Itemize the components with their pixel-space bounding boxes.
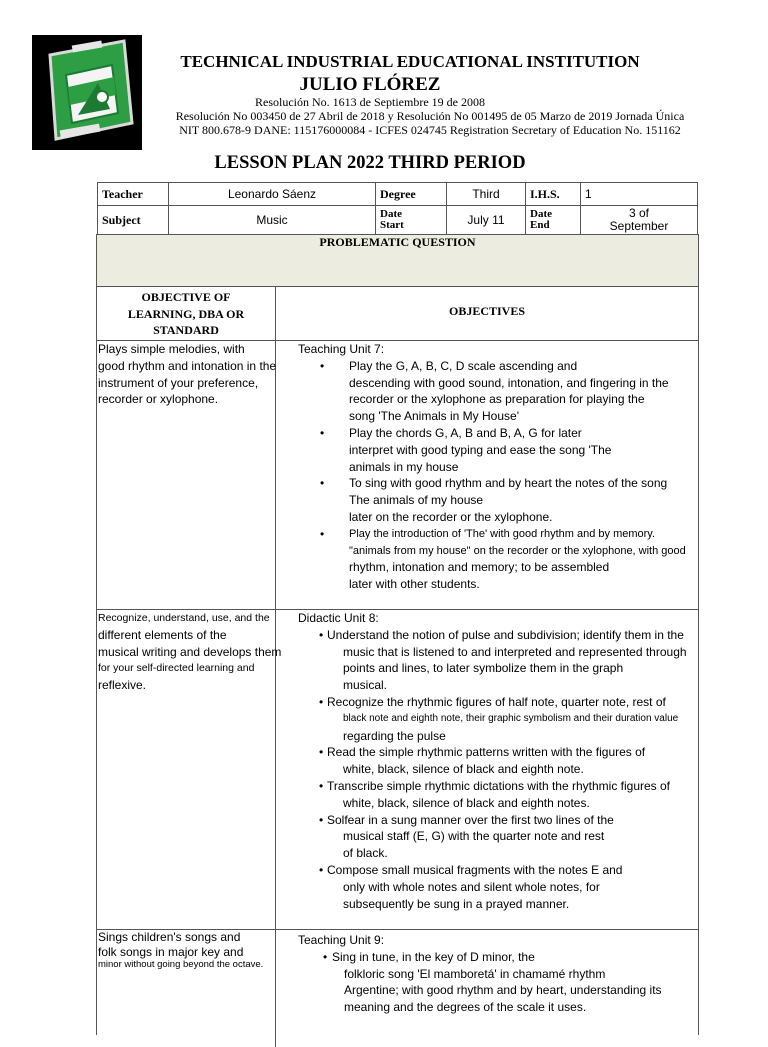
item-line: song 'The Animals in My House' — [349, 409, 519, 424]
row3-left-line: minor without going beyond the octave. — [98, 958, 264, 970]
degree-label: Degree — [376, 183, 447, 206]
item-line: Read the simple rhythmic patterns written with the figures of — [327, 745, 646, 760]
bullet-icon: • — [320, 526, 325, 541]
row3-objectives — [298, 932, 718, 1016]
item-line: subsequently be sung in a prayed manner. — [343, 896, 570, 911]
item-line: Solfear in a sung manner over the first two lines of the — [327, 812, 614, 827]
page-title: LESSON PLAN 2022 THIRD PERIOD — [214, 153, 526, 173]
registry-line: NIT 800.678-9 DANE: 115176000084 - ICFES 024745 Registration Secretary of Education No. 151162 — [179, 123, 681, 137]
item-line: Understand the notion of pulse and subdivision; identify them in the — [327, 627, 684, 642]
row2-objective — [98, 610, 284, 694]
date-end-value — [581, 206, 698, 235]
item-line: Play the introduction of 'The' with good rhythm and by memory. — [349, 527, 656, 540]
item-line: Compose small musical fragments with the notes E and — [327, 862, 623, 877]
item-line: points and lines, to later symbolize them in the graph — [343, 661, 624, 676]
item-line: later with other students. — [349, 577, 480, 592]
date-end-label-1: Date — [530, 208, 552, 220]
row1-left-line: recorder or xylophone. — [98, 392, 219, 407]
date-start-value: July 11 — [447, 206, 526, 235]
list-item — [298, 862, 718, 912]
bullet-icon: • — [320, 425, 325, 440]
date-end-label-2: End — [530, 219, 550, 231]
item-line: Argentine; with good rhythm and by heart, understanding its — [344, 983, 662, 998]
date-start-label — [376, 206, 447, 235]
bullet-icon: • — [319, 745, 324, 760]
list-item — [298, 526, 718, 593]
list-item — [298, 694, 718, 744]
item-line: musical. — [343, 678, 388, 693]
row1-left-line: good rhythm and intonation in the — [98, 358, 277, 373]
item-line: To sing with good rhythm and by heart the notes of the song — [349, 476, 668, 491]
subject-value: Music — [169, 206, 376, 235]
row2-left-line: reflexive. — [98, 678, 147, 693]
info-row-teacher — [98, 183, 698, 206]
teacher-value: Leonardo Sáenz — [169, 183, 376, 206]
item-line: "animals from my house" on the recorder or the xylophone, with good — [349, 544, 686, 557]
bullet-icon: • — [319, 627, 324, 642]
item-line: black note and eighth note, their graphic symbolism and their duration value — [343, 712, 679, 724]
logo-overlay — [32, 35, 142, 150]
item-line: musical staff (E, G) with the quarter note and rest — [343, 829, 605, 844]
row2-left-line: Recognize, understand, use, and the — [98, 612, 270, 624]
resolution-line-1: Resolución No. 1613 de Septiembre 19 de 2008 — [255, 95, 485, 109]
row1-objectives — [298, 341, 718, 593]
date-end-value-2: September — [609, 219, 669, 233]
objective-of-learning-header — [97, 289, 275, 339]
item-line: descending with good sound, intonation, and fingering in the — [349, 375, 669, 390]
row2-left-line: musical writing and develops them — [98, 644, 282, 659]
col-left-line-2: LEARNING, DBA OR — [127, 306, 245, 321]
bullet-icon: • — [320, 358, 325, 373]
item-line: recorder or the xylophone as preparation for playing the — [349, 392, 645, 407]
date-end-label — [526, 206, 581, 235]
item-line: Play the chords G, A, B and B, A, G for later — [349, 425, 582, 440]
item-line: Transcribe simple rhythmic dictations with the rhythmic figures of — [327, 778, 671, 793]
item-line: later on the recorder or the xylophone. — [349, 509, 553, 524]
row2-objectives — [298, 610, 718, 912]
date-end-value-1: 3 of — [628, 206, 649, 220]
row1-left-line: Plays simple melodies, with — [98, 342, 245, 356]
item-line: music that is listened to and interpreted and represented through — [343, 644, 687, 659]
item-line: white, black, silence of black and eighth notes. — [343, 795, 590, 810]
item-line: Sing in tune, in the key of D minor, the — [332, 949, 535, 964]
bullet-icon: • — [319, 862, 324, 877]
item-line: meaning and the degrees of the scale it uses. — [344, 1000, 587, 1015]
bullet-icon: • — [319, 812, 324, 827]
ihs-label: I.H.S. — [526, 183, 581, 206]
teacher-label: Teacher — [98, 183, 169, 206]
row2-left-line: for your self-directed learning and — [98, 662, 255, 675]
row3-objective — [98, 929, 284, 971]
bullet-icon: • — [319, 694, 324, 709]
item-line: regarding the pulse — [343, 728, 446, 743]
row3-left-line: folk songs in major key and — [98, 944, 244, 959]
ihs-value: 1 — [581, 183, 698, 206]
row1-objective — [98, 341, 284, 408]
date-start-label-1: Date — [380, 208, 402, 220]
resolution-line-2: Resolución No 003450 de 27 Abril de 2018 y Resolución No 001495 de 05 Marzo de 2019 Jornada Única — [175, 109, 685, 123]
item-line: folkloric song 'El mamboretá' in chamamé rhythm — [344, 966, 606, 981]
school-name: JULIO FLÓREZ — [299, 74, 441, 95]
bullet-icon: • — [319, 778, 324, 793]
info-row-subject — [98, 206, 698, 235]
subject-label: Subject — [98, 206, 169, 235]
col-left-line-3: STANDARD — [153, 323, 219, 337]
plan-table — [96, 234, 699, 1035]
bullet-icon: • — [320, 476, 325, 491]
list-item — [298, 949, 718, 1016]
item-line: white, black, silence of black and eighth note. — [343, 762, 584, 777]
list-item — [298, 627, 718, 694]
item-line: Play the G, A, B, C, D scale ascending and — [349, 358, 578, 373]
objectives-header: OBJECTIVES — [448, 304, 526, 318]
list-item — [298, 425, 718, 475]
row2-left-line: different elements of the — [98, 627, 227, 642]
problematic-question: PROBLEMATIC QUESTION — [97, 235, 698, 287]
degree-value: Third — [447, 183, 526, 206]
item-line: The animals of my house — [349, 493, 484, 508]
institution-name: TECHNICAL INDUSTRIAL EDUCATIONAL INSTITUTION — [180, 52, 640, 71]
row3-left-line: Sings children's songs and — [98, 930, 241, 944]
list-item — [298, 358, 718, 425]
list-item — [298, 812, 718, 862]
unit-title: Didactic Unit 8: — [298, 611, 379, 625]
unit-title: Teaching Unit 9: — [298, 933, 385, 947]
item-line: interpret with good typing and ease the song 'The — [349, 442, 612, 457]
bullet-icon: • — [323, 949, 328, 964]
list-item — [298, 744, 718, 778]
list-item — [298, 778, 718, 812]
item-line: Recognize the rhythmic figures of half note, quarter note, rest of — [327, 694, 666, 709]
item-line: rhythm, intonation and memory; to be assembled — [349, 560, 610, 575]
unit-title: Teaching Unit 7: — [298, 342, 385, 356]
info-table — [97, 182, 698, 235]
item-line: of black. — [343, 846, 388, 861]
row1-left-line: instrument of your preference, — [98, 375, 259, 390]
col-left-line-1: OBJECTIVE OF — [141, 290, 231, 304]
item-line: only with whole notes and silent whole notes, for — [343, 879, 600, 894]
item-line: animals in my house — [349, 459, 459, 474]
date-start-label-2: Start — [380, 219, 404, 231]
list-item — [298, 475, 718, 525]
